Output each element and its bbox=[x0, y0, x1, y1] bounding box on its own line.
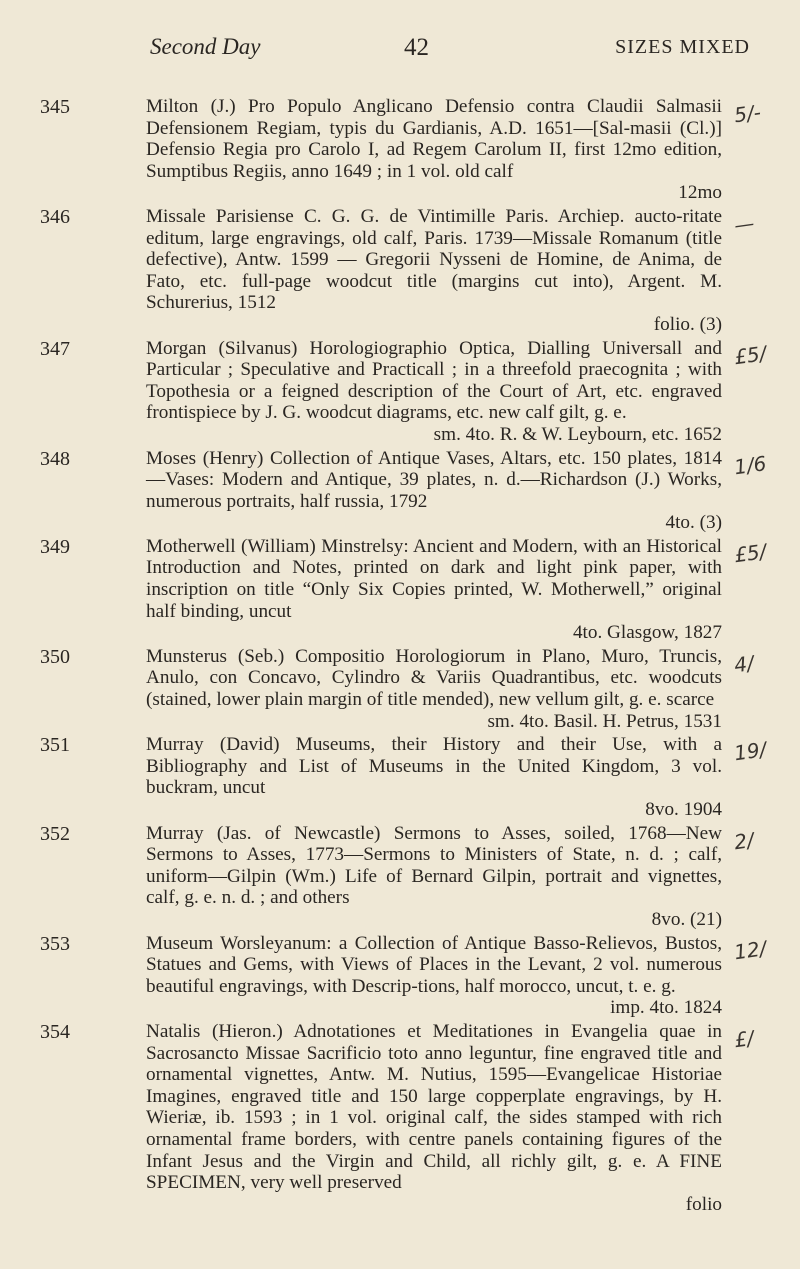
lot-number: 346 bbox=[40, 205, 70, 228]
lot-description: Museum Worsleyanum: a Collection of Antique Basso-Relievos, Bustos, Statues and Gems, with Views of Places in the Levant, 2 vol. numerous beautiful engravings, with Descrip-tions, half morocco, uncut, t. e. g. bbox=[146, 932, 722, 997]
lot-entry bbox=[40, 447, 768, 534]
lot-imprint: 12mo bbox=[678, 182, 722, 204]
lot-entry bbox=[40, 337, 768, 446]
lot-imprint: sm. 4to. R. & W. Leybourn, etc. 1652 bbox=[433, 423, 722, 445]
lot-number: 347 bbox=[40, 337, 70, 360]
lot-entry bbox=[40, 96, 763, 204]
handwritten-price: 4/ bbox=[732, 650, 756, 678]
handwritten-price: 5/- bbox=[732, 99, 763, 128]
lot-number: 354 bbox=[40, 1020, 70, 1043]
lot-number: 352 bbox=[40, 822, 70, 845]
page-header bbox=[150, 34, 750, 64]
lot-entry bbox=[40, 734, 768, 820]
handwritten-price: 19/ bbox=[732, 737, 768, 766]
lot-list bbox=[0, 96, 800, 1217]
lot-imprint: folio. (3) bbox=[653, 313, 722, 335]
lot-description: Munsterus (Seb.) Compositio Horologiorum in Plano, Muro, Truncis, Anulo, con Concavo, Cylindro & Variis Quadrantibus, etc. woodcuts (stained, lower plain margin of title mended), new vellum gilt, g. e. scarce bbox=[146, 645, 722, 711]
lot-description: Moses (Henry) Collection of Antique Vases, Altars, etc. 150 plates, 1814—Vases: Modern and Antique, 39 plates, n. d.—Richardson (J.) Works, numerous portraits, half russia, 1792 bbox=[146, 447, 722, 512]
header-page-number: 42 bbox=[404, 34, 429, 61]
lot-imprint: folio bbox=[685, 1193, 722, 1215]
handwritten-price: £5/ bbox=[732, 538, 768, 568]
lot-description: Milton (J.) Pro Populo Anglicano Defensio contra Claudii Salmasii Defensionem Regiam, typis du Gardianis, A.D. 1651—[Sal-masii (Cl.)] Defensio Regia pro Carolo I, ad Regem Carolum II, first 12mo edition, Sumptibus Regiis, anno 1649 ; in 1 vol. old calf bbox=[146, 96, 722, 182]
lot-entry bbox=[40, 932, 768, 1019]
lot-entry bbox=[40, 535, 768, 644]
lot-description: Murray (Jas. of Newcastle) Sermons to Asses, soiled, 1768—New Sermons to Asses, 1773—Sermons to Ministers of State, n. d. ; calf, uniform—Gilpin (Wm.) Life of Bernard Gilpin, portrait and vignettes, calf, g. e. n. d. ; and others bbox=[146, 822, 722, 909]
handwritten-price: £/ bbox=[732, 1025, 756, 1053]
lot-description: Murray (David) Museums, their History and their Use, with a Bibliography and List of Museums in the United Kingdom, 3 vol. buckram, uncut bbox=[146, 734, 722, 799]
lot-description: Motherwell (William) Minstrelsy: Ancient and Modern, with an Historical Introduction and Notes, printed on dark and light pink paper, with inscription on title “Only Six Copies printed, W. Motherwell,” original half binding, uncut bbox=[146, 535, 722, 622]
lot-imprint: sm. 4to. Basil. H. Petrus, 1531 bbox=[487, 710, 722, 732]
handwritten-price: — bbox=[732, 210, 756, 238]
handwritten-price: 1/6 bbox=[732, 450, 768, 479]
handwritten-price: 2/ bbox=[732, 827, 756, 854]
lot-number: 348 bbox=[40, 447, 70, 470]
lot-imprint: 8vo. (21) bbox=[651, 908, 722, 930]
lot-number: 353 bbox=[40, 932, 70, 955]
lot-number: 350 bbox=[40, 645, 70, 668]
lot-imprint: imp. 4to. 1824 bbox=[610, 997, 722, 1019]
lot-number: 349 bbox=[40, 535, 70, 558]
lot-description: Morgan (Silvanus) Horologiographio Optica, Dialling Universall and Particular ; Speculative and Practicall ; in a threefold praecognita ; with Topothesia or a feigned description of the Court of Art, etc. engraved frontispiece by J. G. woodcut diagrams, etc. new calf gilt, g. e. bbox=[146, 337, 722, 424]
handwritten-price: £5/ bbox=[732, 340, 768, 369]
handwritten-price: 12/ bbox=[732, 935, 768, 964]
lot-entry bbox=[40, 645, 756, 732]
lot-imprint: 4to. Glasgow, 1827 bbox=[572, 622, 722, 644]
lot-description: Missale Parisiense C. G. G. de Vintimille Paris. Archiep. aucto-ritate editum, large engravings, old calf, Paris. 1739—Missale Romanum (title defective), Antw. 1599 — Gregorii Nysseni de Homine, de Anima, de Fato, etc. full-page woodcut title (margins cut into), Argent. M. Schurerius, 1512 bbox=[146, 205, 722, 314]
lot-entry bbox=[40, 822, 756, 931]
lot-number: 345 bbox=[40, 96, 70, 118]
lot-number: 351 bbox=[40, 734, 70, 757]
header-day: Second Day bbox=[150, 34, 261, 59]
lot-imprint: 4to. (3) bbox=[665, 512, 722, 534]
lot-entry bbox=[40, 205, 756, 336]
lot-description: Natalis (Hieron.) Adnotationes et Meditationes in Evangelia quae in Sacrosancto Missae Sacrificio toto anno leguntur, fine engraved title and ornamental vignettes, Antw. M. Nutius, 1595—Evangelicae Historiae Imagines, engraved title and 150 large copperplate engravings, by H. Wieriæ, ib. 1593 ; in 1 vol. original calf, the sides stamped with rich ornamental frame borders, with centre panels containing figures of the Infant Jesus and the Virgin and Child, all richly gilt, g. e. A FINE SPECIMEN, very well preserved bbox=[146, 1020, 722, 1194]
header-section: SIZES MIXED bbox=[615, 36, 750, 58]
lot-entry bbox=[40, 1020, 756, 1215]
lot-imprint: 8vo. 1904 bbox=[645, 799, 722, 820]
